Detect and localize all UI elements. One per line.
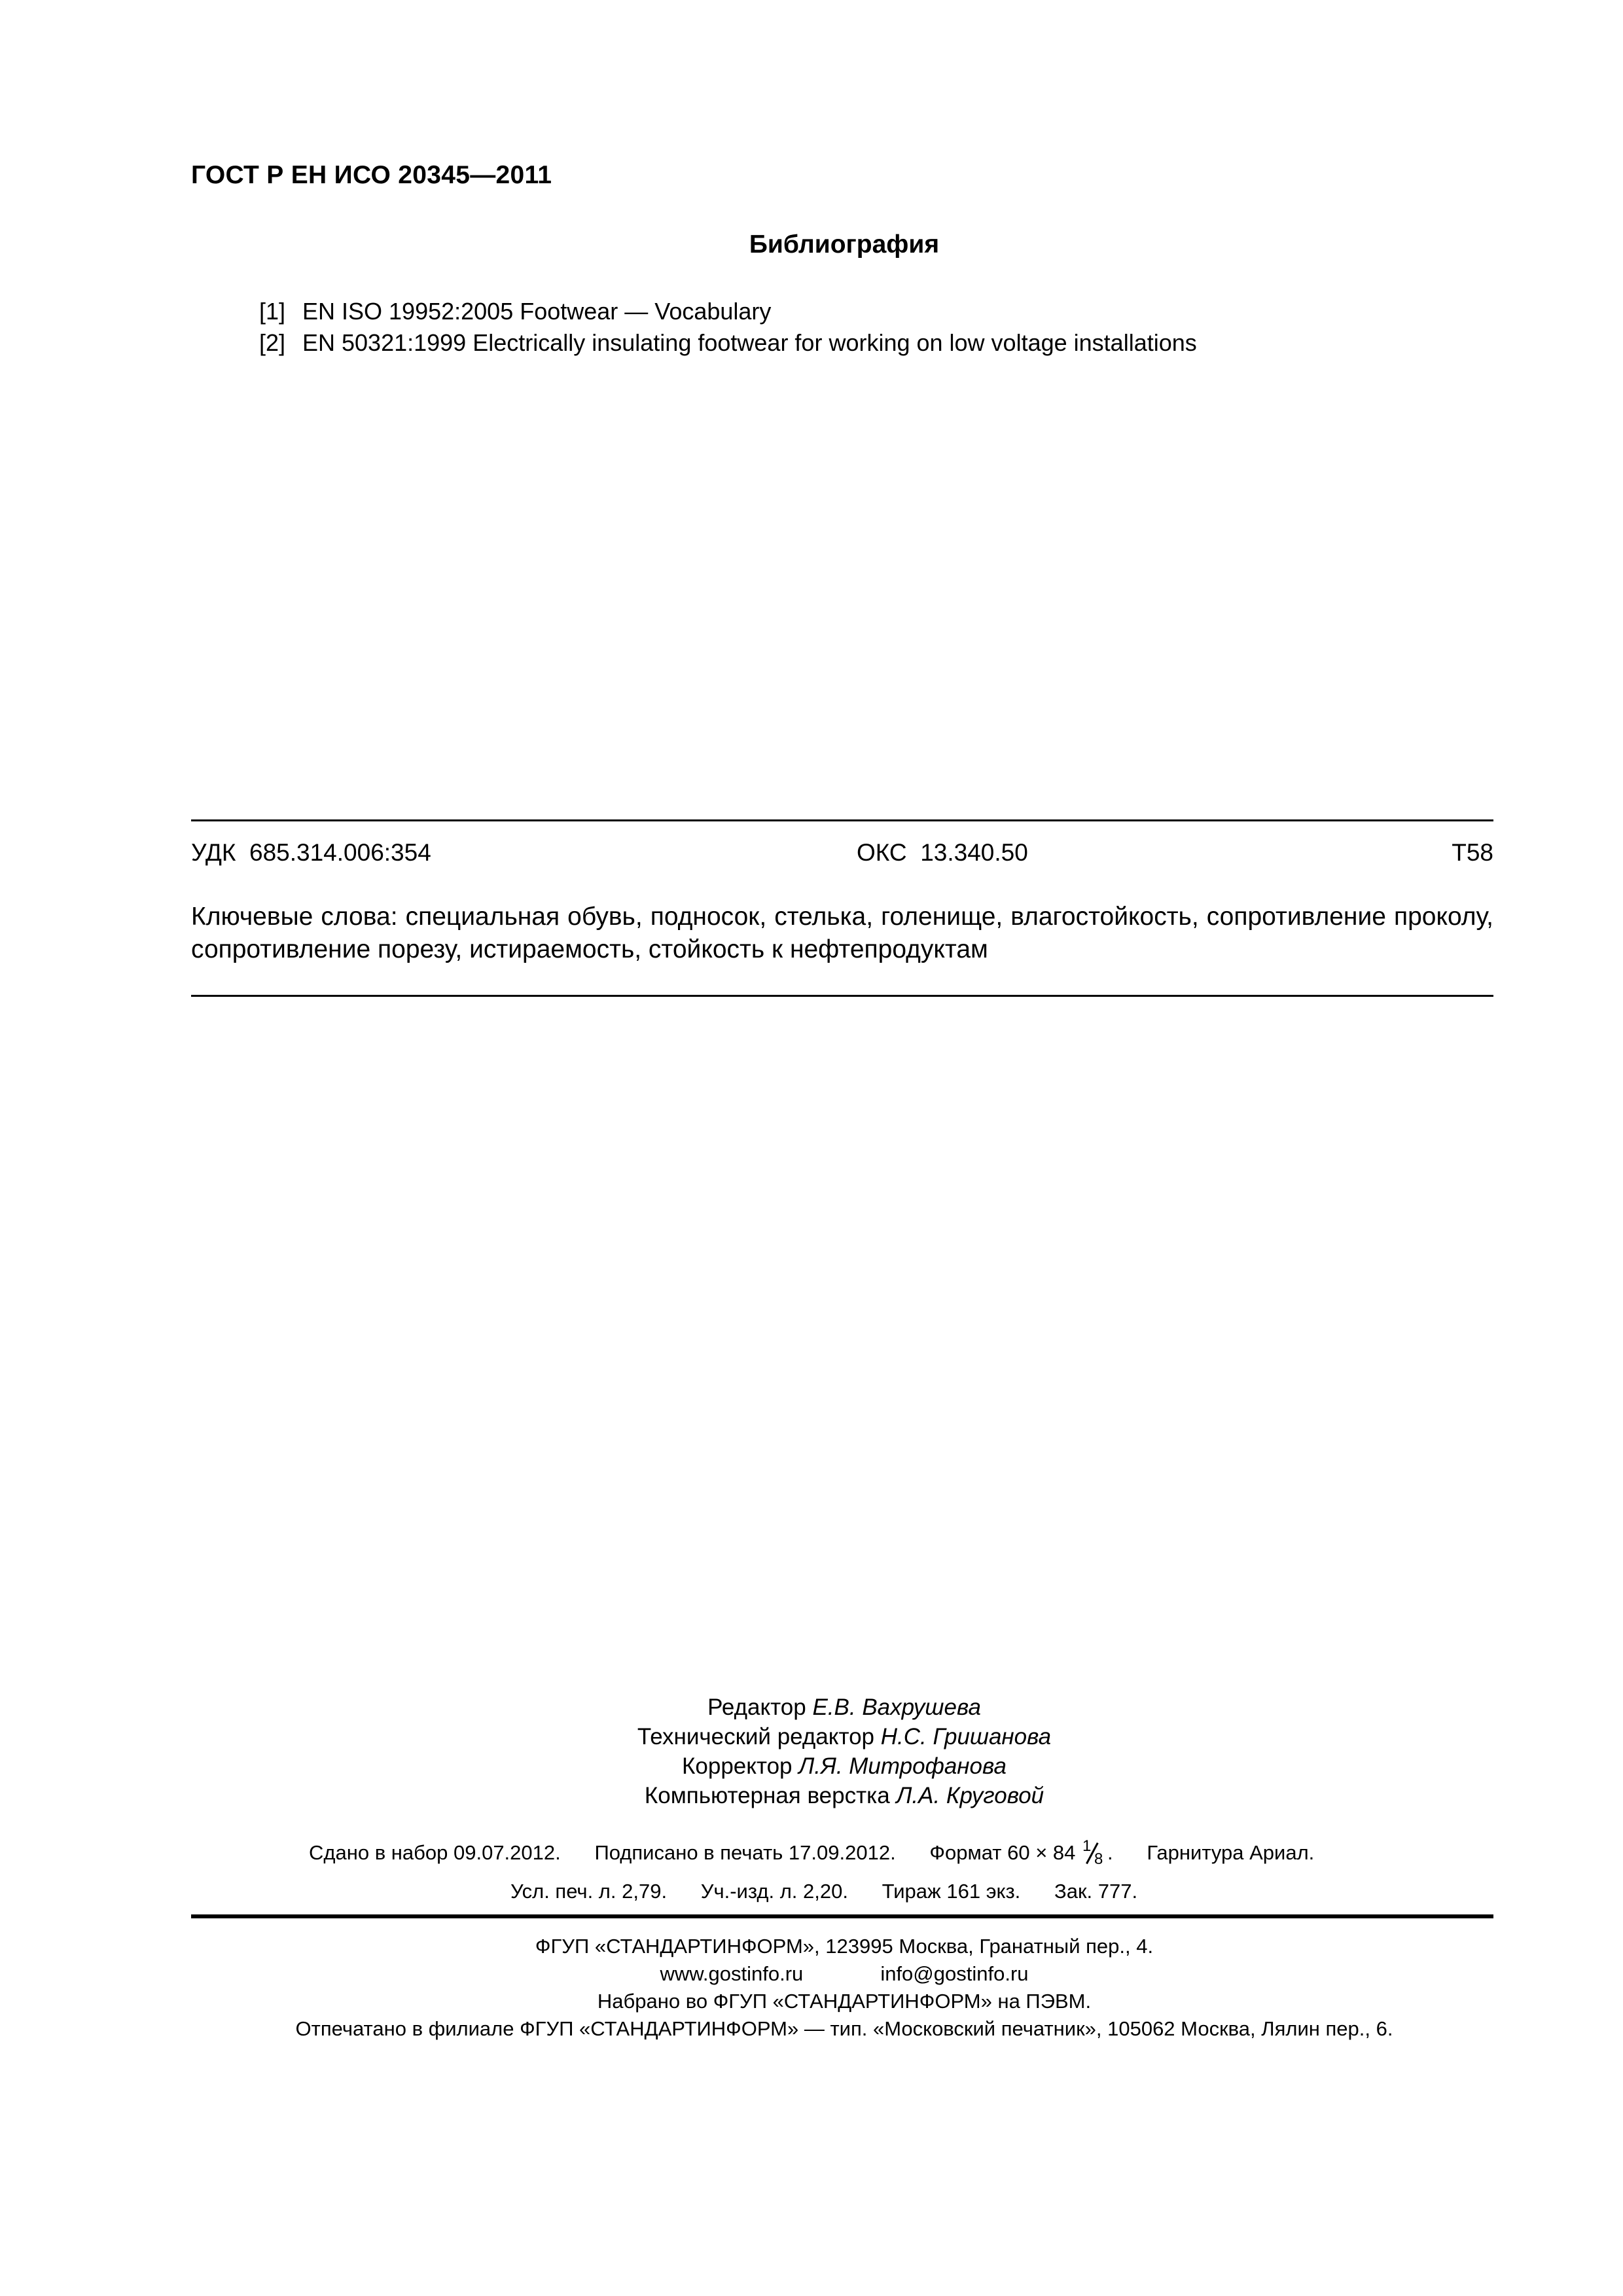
keywords-paragraph: Ключевые слова: специальная обувь, подносок, стелька, голенище, влагостойкость, сопротивление проколу, сопротивление порезу, истираемость, стойкость к нефтепродуктам xyxy=(191,903,1493,963)
signed-date: Подписано в печать 17.09.2012. xyxy=(594,1841,896,1864)
bibliography-item-text: EN 50321:1999 Electrically insulating footwear for working on low voltage installations xyxy=(302,329,1197,356)
publication-row-1 xyxy=(309,1837,1315,1868)
divider-top xyxy=(191,819,1493,821)
contact-line xyxy=(0,1960,1623,1988)
credit-role: Корректор xyxy=(682,1753,799,1779)
credit-line xyxy=(0,1751,1623,1781)
category-code: Т58 xyxy=(1452,839,1493,866)
bibliography-item xyxy=(259,296,1197,327)
footer-block xyxy=(0,1933,1623,2043)
divider-keywords xyxy=(191,995,1493,997)
credit-role: Редактор xyxy=(707,1695,813,1720)
publication-row-2 xyxy=(510,1880,1137,1903)
bibliography-item xyxy=(259,327,1197,359)
credits-block xyxy=(0,1693,1623,1810)
document-code: ГОСТ Р ЕН ИСО 20345—2011 xyxy=(191,161,552,189)
typeset-note: Набрано во ФГУП «СТАНДАРТИНФОРМ» на ПЭВМ. xyxy=(597,1990,1092,2013)
udk-code: УДК 685.314.006:354 xyxy=(191,839,431,866)
credit-name: Л.А. Круговой xyxy=(896,1783,1044,1808)
bibliography-title: Библиография xyxy=(749,230,940,259)
classification-row xyxy=(191,839,1493,867)
publisher-address: ФГУП «СТАНДАРТИНФОРМ», 123995 Москва, Гранатный пер., 4. xyxy=(535,1935,1154,1958)
format-value: Формат 60 × 84 1 8 . xyxy=(929,1837,1113,1868)
bibliography-list xyxy=(259,296,1197,359)
credit-name: Е.В. Вахрушева xyxy=(812,1695,981,1720)
format-fraction: 1 8 xyxy=(1082,1837,1103,1868)
oks-code: ОКС 13.340.50 xyxy=(857,839,1028,866)
typeface: Гарнитура Ариал. xyxy=(1147,1841,1315,1864)
circulation: Тираж 161 экз. xyxy=(882,1880,1021,1903)
website-link[interactable]: www.gostinfo.ru xyxy=(660,1962,804,1985)
bibliography-item-text: EN ISO 19952:2005 Footwear — Vocabulary xyxy=(302,298,772,325)
credit-line xyxy=(0,1781,1623,1810)
divider-footer xyxy=(191,1914,1493,1918)
publisher-sheets: Уч.-изд. л. 2,20. xyxy=(700,1880,848,1903)
order-number: Зак. 777. xyxy=(1054,1880,1138,1903)
credit-name: Н.С. Гришанова xyxy=(880,1724,1052,1749)
email-link[interactable]: info@gostinfo.ru xyxy=(880,1962,1029,1985)
credit-line xyxy=(0,1693,1623,1722)
print-sheets: Усл. печ. л. 2,79. xyxy=(510,1880,668,1903)
credit-role: Технический редактор xyxy=(637,1724,881,1749)
bibliography-item-number: [1] xyxy=(259,298,286,325)
credit-line xyxy=(0,1722,1623,1751)
submitted-date: Сдано в набор 09.07.2012. xyxy=(309,1841,561,1864)
credit-name: Л.Я. Митрофанова xyxy=(798,1753,1007,1779)
credit-role: Компьютерная верстка xyxy=(644,1783,897,1808)
bibliography-item-number: [2] xyxy=(259,329,286,356)
printed-note: Отпечатано в филиале ФГУП «СТАНДАРТИНФОРМ» — тип. «Московский печатник», 105062 Москва, Лялин пер., 6. xyxy=(295,2017,1393,2040)
